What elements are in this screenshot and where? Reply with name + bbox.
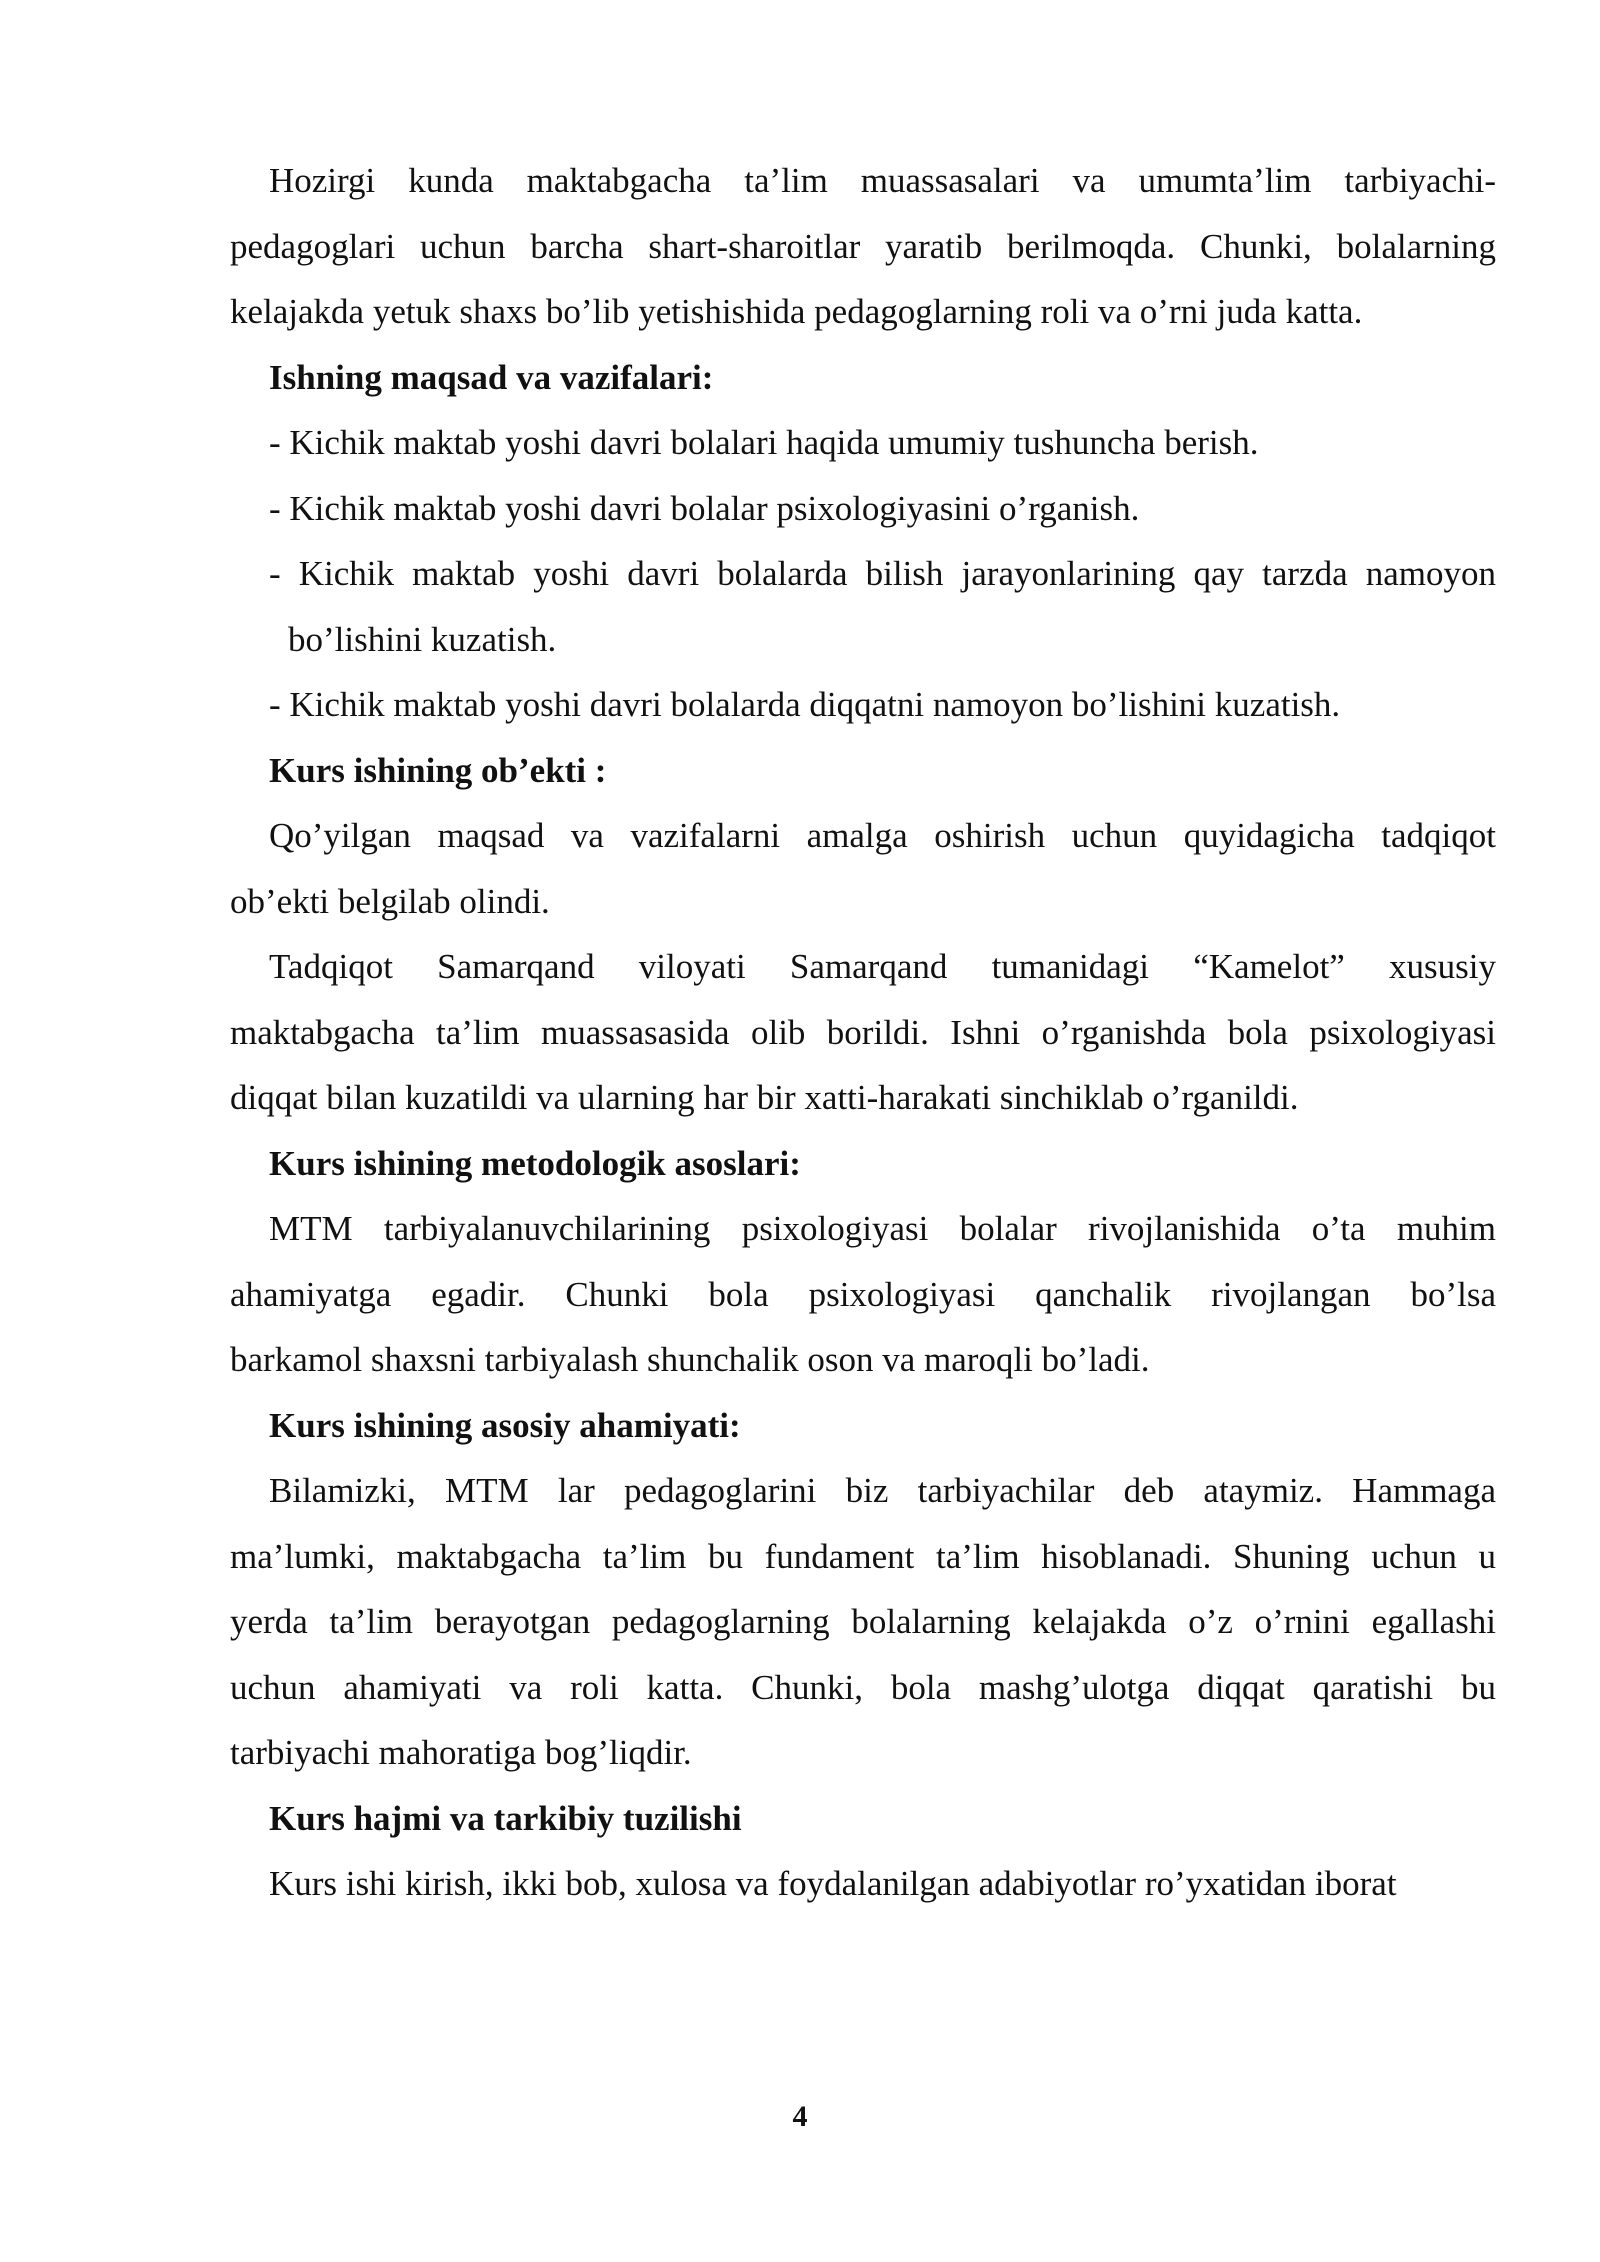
intro-line-1: Hozirgi kunda maktabgacha ta’lim muassasalari va umumta’lim tarbiyachi-	[269, 161, 1496, 200]
document-page	[230, 148, 1496, 1917]
significance-line-3: yerda ta’lim berayotgan pedagoglarning bolalarning kelajakda o’z o’rnini egallashi	[230, 1602, 1496, 1641]
structure-heading: Kurs hajmi va tarkibiy tuzilishi	[269, 1798, 742, 1838]
goals-item-2: - Kichik maktab yoshi davri bolalar psixologiyasini o’rganish.	[269, 488, 1140, 528]
methodology-line-2: ahamiyatga egadir. Chunki bola psixologiyasi qanchalik rivojlangan bo’lsa	[230, 1274, 1496, 1314]
significance-line-5: tarbiyachi mahoratiga bog’liqdir.	[230, 1733, 692, 1772]
object-p2-line-3: diqqat bilan kuzatildi va ularning har bir xatti-harakati sinchiklab o’rganildi.	[230, 1078, 1299, 1117]
intro-line-2: pedagoglari uchun barcha shart-sharoitlar yaratib berilmoqda. Chunki, bolalarning	[230, 226, 1496, 266]
object-p1-line-1: Qo’yilgan maqsad va vazifalarni amalga oshirish uchun quyidagicha tadqiqot	[269, 816, 1496, 855]
object-p1-line-2: ob’ekti belgilab olindi.	[230, 881, 550, 921]
significance-line-2: ma’lumki, maktabgacha ta’lim bu fundament ta’lim hisoblanadi. Shuning uchun u	[230, 1536, 1496, 1576]
intro-line-3: kelajakda yetuk shaxs bo’lib yetishishida pedagoglarning roli va o’rni juda katta.	[230, 292, 1363, 331]
page-number: 4	[792, 2100, 808, 2133]
methodology-line-1: MTM tarbiyalanuvchilarining psixologiyasi bolalar rivojlanishida o’ta muhim	[269, 1209, 1496, 1248]
significance-line-4: uchun ahamiyati va roli katta. Chunki, bola mashg’ulotga diqqat qaratishi bu	[230, 1667, 1496, 1707]
significance-heading: Kurs ishining asosiy ahamiyati:	[269, 1405, 741, 1445]
goals-item-3-line-2: bo’lishini kuzatish.	[288, 619, 557, 659]
goals-item-4: - Kichik maktab yoshi davri bolalarda diqqatni namoyon bo’lishini kuzatish.	[269, 685, 1341, 724]
significance-line-1: Bilamizki, MTM lar pedagoglarini biz tarbiyachilar deb ataymiz. Hammaga	[269, 1471, 1496, 1510]
goals-item-3-line-1: - Kichik maktab yoshi davri bolalarda bilish jarayonlarining qay tarzda namoyon	[269, 554, 1496, 593]
structure-line-1: Kurs ishi kirish, ikki bob, xulosa va foydalanilgan adabiyotlar ro’yxatidan iborat	[269, 1864, 1397, 1903]
object-heading: Kurs ishining ob’ekti :	[269, 750, 607, 790]
object-p2-line-1: Tadqiqot Samarqand viloyati Samarqand tumanidagi “Kamelot” xususiy	[269, 947, 1496, 986]
goals-heading: Ishning maqsad va vazifalari:	[269, 357, 714, 397]
methodology-line-3: barkamol shaxsni tarbiyalash shunchalik oson va maroqli bo’ladi.	[230, 1340, 1150, 1379]
methodology-heading: Kurs ishining metodologik asoslari:	[269, 1143, 801, 1183]
goals-item-1: - Kichik maktab yoshi davri bolalari haqida umumiy tushuncha berish.	[269, 423, 1259, 462]
object-p2-line-2: maktabgacha ta’lim muassasasida olib borildi. Ishni o’rganishda bola psixologiyasi	[230, 1012, 1496, 1052]
